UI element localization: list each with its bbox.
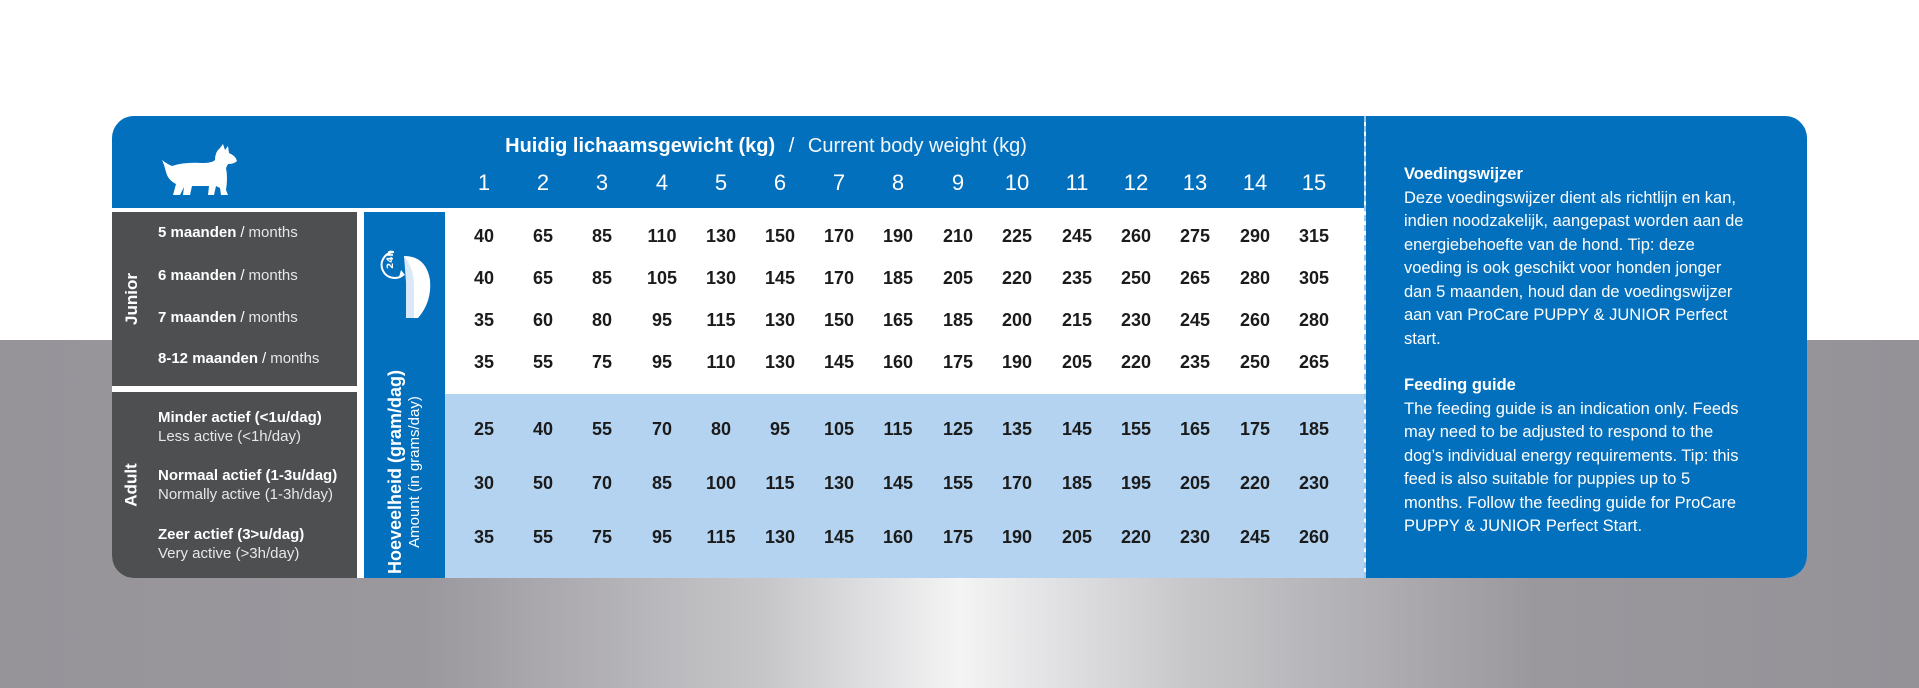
adult-row-0-col-3: 70 (651, 419, 673, 439)
adult-group-label: Adult (122, 463, 141, 507)
junior-row-1-col-12: 265 (1179, 268, 1211, 288)
adult-row-2-col-3: 95 (651, 527, 673, 547)
junior-row-1-col-7: 185 (882, 268, 914, 288)
junior-row-label-nl: 6 maanden (158, 267, 237, 284)
adult-row-label-en: Very active (>3h/day) (158, 545, 300, 562)
weight-header-2: 2 (536, 170, 550, 195)
junior-row-3-col-13: 250 (1239, 352, 1271, 372)
adult-group (112, 392, 357, 578)
junior-row-1-col-2: 85 (591, 268, 613, 288)
weight-header-8: 8 (891, 170, 905, 195)
junior-row-1-col-9: 220 (1001, 268, 1033, 288)
junior-row-2-col-0: 35 (473, 310, 495, 330)
adult-row-2-col-13: 245 (1239, 527, 1271, 547)
junior-row-label-separator: / (240, 267, 245, 284)
junior-row-3-col-7: 160 (882, 352, 914, 372)
junior-row-3-col-3: 95 (651, 352, 673, 372)
adult-row-2-col-9: 190 (1001, 527, 1033, 547)
weight-title-en: Current body weight (kg) (807, 135, 1027, 157)
feeding-guide-en-line: PUPPY & JUNIOR Perfect Start. (1404, 517, 1643, 535)
feeding-guide-nl-line: aan van ProCare PUPPY & JUNIOR Perfect (1404, 306, 1728, 324)
weight-header-5: 5 (714, 170, 728, 195)
adult-row-0-col-4: 80 (710, 419, 732, 439)
junior-row-1-col-1: 65 (532, 268, 554, 288)
junior-row-3-col-6: 145 (823, 352, 855, 372)
adult-row-2-col-2: 75 (591, 527, 613, 547)
feeding-guide-nl-line: start. (1404, 329, 1441, 348)
adult-row-0-col-9: 135 (1001, 419, 1033, 439)
junior-row-1-col-5: 145 (764, 268, 796, 288)
junior-row-label-en: months (248, 224, 298, 241)
weight-header-1: 1 (477, 170, 491, 195)
junior-row-1-col-0: 40 (473, 268, 495, 288)
adult-row-label (158, 525, 304, 563)
weight-header-13: 13 (1182, 170, 1208, 195)
junior-row-2-col-11: 230 (1120, 310, 1152, 330)
junior-row-0-col-12: 275 (1179, 226, 1211, 246)
junior-row-label-nl: 7 maanden (158, 309, 237, 326)
junior-group-label: Junior (122, 273, 142, 325)
junior-row-label (158, 349, 319, 368)
feeding-guide-nl-heading: Voedingswijzer (1404, 165, 1523, 183)
junior-row-3-col-11: 220 (1120, 352, 1152, 372)
adult-row-1-col-14: 230 (1298, 473, 1330, 493)
junior-row-3-col-1: 55 (532, 352, 554, 372)
feeding-guide-en-line: dog’s individual energy requirements. Tip: this (1404, 446, 1739, 465)
adult-row-1-col-5: 115 (765, 473, 795, 493)
feeding-table-card (112, 116, 1807, 578)
adult-row-label (158, 466, 337, 504)
adult-row-2-col-7: 160 (882, 527, 914, 547)
junior-row-2-col-2: 80 (591, 310, 613, 330)
weight-title-separator: / (788, 135, 795, 157)
junior-row-2-col-8: 185 (942, 310, 974, 330)
weight-header-6: 6 (773, 170, 787, 195)
feeding-guide-en-line: The feeding guide is an indication only. Feeds (1404, 399, 1739, 418)
junior-row-label (158, 308, 298, 327)
adult-row-0-col-10: 145 (1061, 419, 1093, 439)
adult-row-0-col-8: 125 (942, 419, 974, 439)
junior-row-2-col-13: 260 (1239, 310, 1271, 330)
weight-header-10: 10 (1004, 170, 1030, 195)
feeding-guide-nl-line: voeding is ook geschikt voor honden jonger (1404, 259, 1722, 277)
junior-row-0-col-0: 40 (473, 226, 495, 246)
adult-row-2-col-0: 35 (473, 527, 495, 547)
feeding-guide-nl-line: energiebehoefte van de hond. Tip: deze (1404, 235, 1695, 254)
adult-row-label-nl: Normaal actief (1-3u/dag) (158, 467, 338, 484)
junior-row-1-col-10: 235 (1061, 268, 1093, 288)
junior-row-2-col-4: 115 (706, 310, 736, 330)
clock-label: 24h (386, 250, 396, 269)
junior-row-0-col-6: 170 (823, 226, 855, 246)
adult-row-1-col-0: 30 (473, 473, 495, 493)
feeding-guide-en (1404, 374, 1784, 539)
junior-row-2-col-14: 280 (1298, 310, 1330, 330)
junior-row-label (158, 266, 298, 285)
adult-row-0-col-5: 95 (769, 419, 791, 439)
adult-row-0-col-0: 25 (473, 419, 495, 439)
junior-row-label-separator: / (240, 309, 245, 326)
feeding-guide-nl-line: dan 5 maanden, houd dan de voedingswijzer (1404, 282, 1733, 301)
feeding-guide-panel (1366, 116, 1807, 578)
junior-row-2-col-1: 60 (532, 310, 554, 330)
weight-header-12: 12 (1123, 170, 1149, 195)
junior-row-2-col-7: 165 (882, 310, 914, 330)
adult-row-0-col-14: 185 (1298, 419, 1330, 439)
adult-row-2-col-8: 175 (942, 527, 974, 547)
feeding-guide-en-line: feed is also suitable for puppies up to 5 (1404, 470, 1691, 488)
adult-row-1-col-6: 130 (823, 473, 855, 493)
adult-row-0-col-13: 175 (1239, 419, 1271, 439)
adult-row-1-col-1: 50 (532, 473, 554, 493)
junior-row-0-col-14: 315 (1298, 226, 1330, 246)
junior-row-0-col-9: 225 (1001, 226, 1033, 246)
adult-row-label-nl: Zeer actief (3>u/dag) (158, 526, 305, 543)
adult-row-2-col-14: 260 (1298, 527, 1330, 547)
junior-row-1-col-4: 130 (705, 268, 737, 288)
adult-row-0-col-1: 40 (532, 419, 554, 439)
adult-row-1-col-13: 220 (1239, 473, 1271, 493)
junior-row-2-col-10: 215 (1061, 310, 1093, 330)
amount-label-nl: Hoeveelheid (gram/dag) (385, 369, 405, 575)
amount-axis (364, 212, 445, 578)
adult-row-2-col-6: 145 (823, 527, 855, 547)
junior-row-1-col-13: 280 (1239, 268, 1271, 288)
adult-row-1-col-8: 155 (942, 473, 974, 493)
feeding-guide-en-line: may need to be adjusted to respond to the (1404, 423, 1714, 441)
weight-title-nl: Huidig lichaamsgewicht (kg) (505, 135, 776, 157)
junior-row-3-col-14: 265 (1298, 352, 1330, 372)
adult-row-2-col-1: 55 (532, 527, 554, 547)
junior-row-1-col-3: 105 (646, 268, 678, 288)
junior-row-3-col-4: 110 (706, 352, 736, 372)
junior-row-3-col-9: 190 (1001, 352, 1033, 372)
adult-row-2-col-5: 130 (764, 527, 796, 547)
junior-row-1-col-8: 205 (942, 268, 974, 288)
junior-row-3-col-10: 205 (1061, 352, 1093, 372)
junior-row-2-col-9: 200 (1001, 310, 1033, 330)
feeding-guide-en-line: months. Follow the feeding guide for ProCare (1404, 493, 1737, 512)
junior-row-label-en: months (248, 309, 298, 326)
weight-header-4: 4 (655, 170, 669, 195)
adult-row-label (158, 408, 322, 446)
feeding-guide-nl-line: indien noodzakelijk, aangepast worden aan de (1404, 212, 1744, 230)
junior-row-0-col-5: 150 (764, 226, 796, 246)
junior-row-3-col-0: 35 (473, 352, 495, 372)
weight-header-title (112, 135, 1364, 158)
junior-row-label (158, 223, 298, 242)
junior-row-2-col-5: 130 (764, 310, 796, 330)
junior-row-1-col-6: 170 (823, 268, 855, 288)
adult-row-label-nl: Minder actief (<1u/dag) (158, 409, 322, 426)
weight-header-7: 7 (832, 170, 846, 195)
junior-row-0-col-13: 290 (1239, 226, 1271, 246)
junior-row-0-col-7: 190 (882, 226, 914, 246)
adult-row-0-col-7: 115 (883, 419, 913, 439)
adult-row-0-col-12: 165 (1179, 419, 1211, 439)
junior-row-label-nl: 8-12 maanden (158, 350, 259, 367)
junior-row-3-col-5: 130 (764, 352, 796, 372)
junior-row-0-col-10: 245 (1061, 226, 1093, 246)
adult-row-2-col-10: 205 (1061, 527, 1093, 547)
adult-row-1-col-11: 195 (1120, 473, 1152, 493)
weight-header-3: 3 (595, 170, 609, 195)
adult-row-1-col-9: 170 (1001, 473, 1033, 493)
weight-header-15: 15 (1301, 170, 1327, 195)
adult-row-2-col-11: 220 (1120, 527, 1152, 547)
junior-row-1-col-14: 305 (1298, 268, 1330, 288)
junior-row-label-en: months (248, 267, 298, 284)
adult-row-1-col-10: 185 (1061, 473, 1093, 493)
junior-row-2-col-3: 95 (651, 310, 673, 330)
junior-row-0-col-2: 85 (591, 226, 613, 246)
junior-row-0-col-8: 210 (942, 226, 974, 246)
adult-row-0-col-6: 105 (823, 419, 855, 439)
junior-group (112, 212, 357, 386)
junior-row-label-separator: / (240, 224, 245, 241)
adult-row-0-col-2: 55 (591, 419, 613, 439)
table-header (112, 116, 1364, 208)
junior-row-3-col-12: 235 (1179, 352, 1211, 372)
junior-row-label-nl: 5 maanden (158, 224, 237, 241)
adult-row-0-col-11: 155 (1120, 419, 1152, 439)
junior-row-0-col-11: 260 (1120, 226, 1152, 246)
junior-row-label-en: months (270, 350, 320, 367)
food-bowl-24h-icon (374, 242, 436, 322)
feeding-guide-en-heading: Feeding guide (1404, 376, 1516, 394)
adult-row-2-col-12: 230 (1179, 527, 1211, 547)
junior-row-2-col-12: 245 (1179, 310, 1211, 330)
feeding-guide-nl (1404, 163, 1784, 351)
adult-row-label-en: Less active (<1h/day) (158, 428, 301, 445)
junior-row-label-separator: / (262, 350, 267, 367)
junior-row-3-col-8: 175 (942, 352, 974, 372)
amount-label-en: Amount (in grams/day) (406, 396, 423, 548)
adult-row-1-col-3: 85 (651, 473, 673, 493)
feeding-guide-nl-line: Deze voedingswijzer dient als richtlijn en kan, (1404, 188, 1736, 207)
adult-row-1-col-4: 100 (705, 473, 737, 493)
adult-row-label-en: Normally active (1-3h/day) (158, 486, 334, 503)
junior-row-0-col-1: 65 (532, 226, 554, 246)
weight-header-14: 14 (1242, 170, 1268, 195)
adult-row-1-col-12: 205 (1179, 473, 1211, 493)
adult-row-1-col-2: 70 (591, 473, 613, 493)
adult-row-2-col-4: 115 (706, 527, 736, 547)
junior-row-1-col-11: 250 (1120, 268, 1152, 288)
junior-row-2-col-6: 150 (823, 310, 855, 330)
weight-header-9: 9 (951, 170, 965, 195)
adult-row-1-col-7: 145 (882, 473, 914, 493)
junior-row-0-col-3: 110 (647, 226, 677, 246)
junior-row-3-col-2: 75 (591, 352, 613, 372)
junior-row-0-col-4: 130 (705, 226, 737, 246)
weight-header-11: 11 (1065, 170, 1089, 195)
amount-axis-label (384, 370, 424, 574)
